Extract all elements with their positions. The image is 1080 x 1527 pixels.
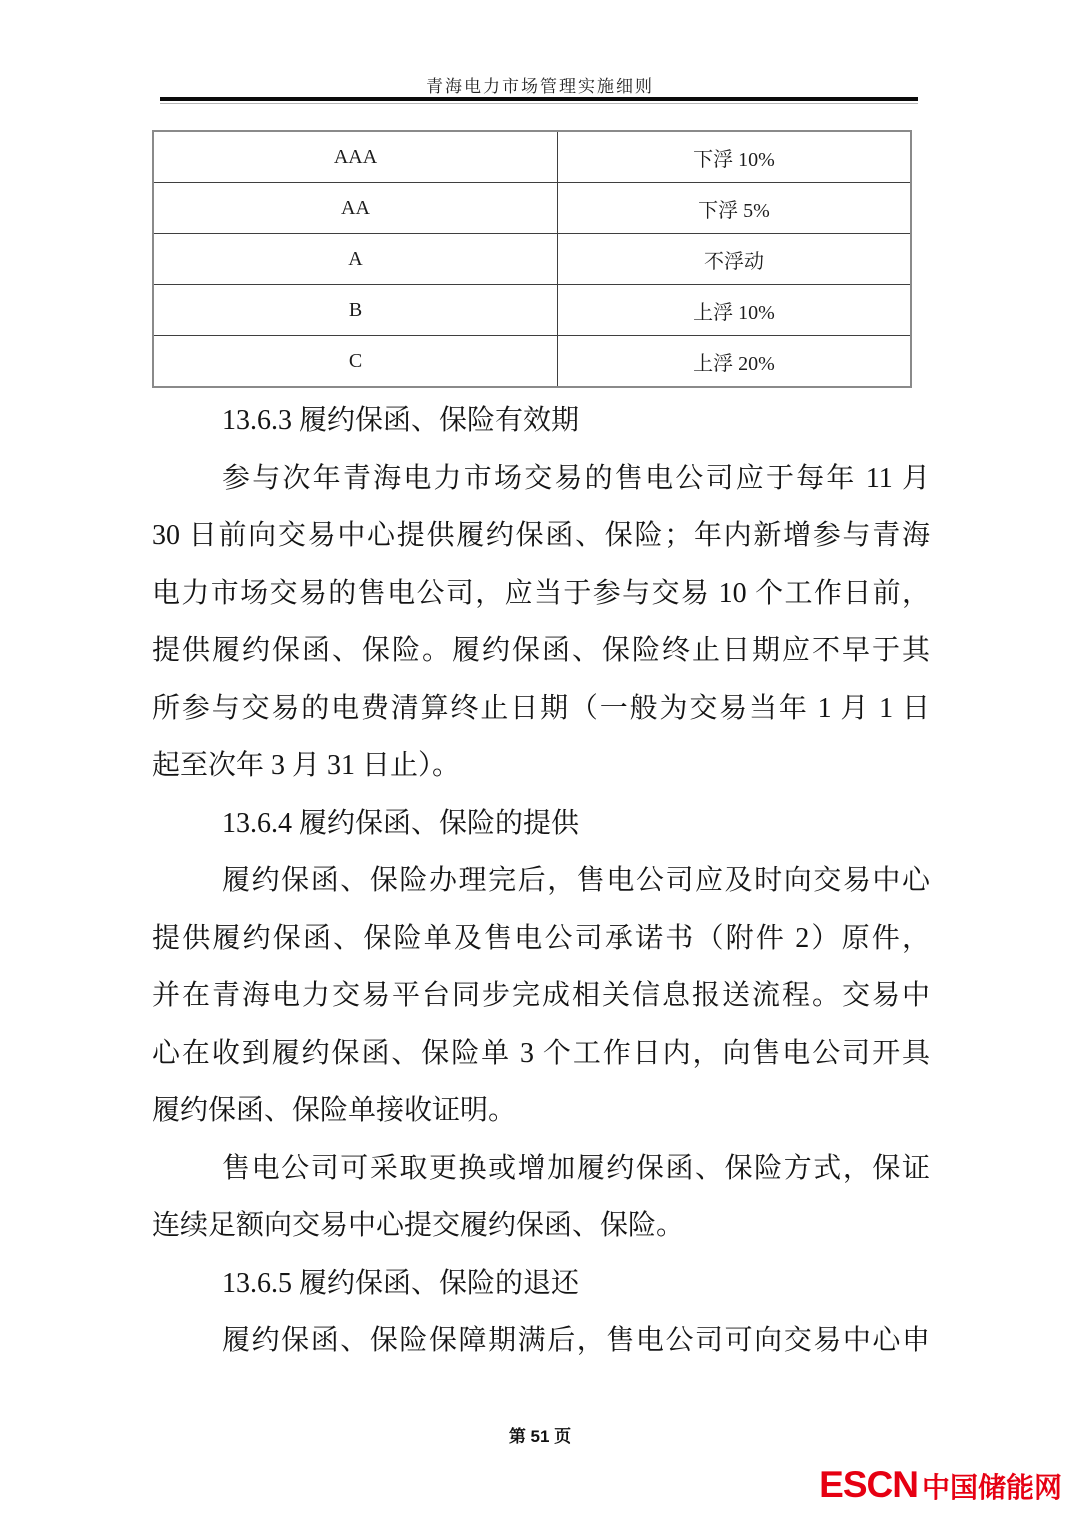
body-line: 提供履约保函、保险单及售电公司承诺书（附件 2）原件， <box>152 922 930 954</box>
body-line: 并在青海电力交易平台同步完成相关信息报送流程。交易中 <box>152 980 930 1011</box>
body-line: 心在收到履约保函、保险单 3 个工作日内，向售电公司开具 <box>152 1037 930 1069</box>
body-line: 所参与交易的电费清算终止日期（一般为交易当年 1 月 1 日 <box>152 692 930 724</box>
body-line: 履约保函、保险办理完后，售电公司应及时向交易中心 <box>222 865 930 896</box>
rating-cell: AA <box>153 183 558 234</box>
body-text <box>152 392 930 1370</box>
body-line: 履约保函、保险保障期满后，售电公司可向交易中心申 <box>222 1325 930 1356</box>
adjustment-cell: 下浮 10% <box>558 131 912 183</box>
rating-cell: A <box>153 234 558 285</box>
rating-cell: B <box>153 285 558 336</box>
credit-rating-table <box>152 130 912 388</box>
table-row <box>153 285 911 336</box>
page-number: 第 51 页 <box>508 1427 572 1446</box>
header-title: 青海电力市场管理实施细则 <box>426 77 654 96</box>
body-line: 连续足额向交易中心提交履约保函、保险。 <box>152 1210 685 1241</box>
body-line: 履约保函、保险单接收证明。 <box>152 1095 517 1126</box>
adjustment-cell: 上浮 10% <box>558 285 912 336</box>
table-row <box>153 183 911 234</box>
table-row <box>153 131 911 183</box>
adjustment-cell: 上浮 20% <box>558 336 912 388</box>
body-line: 电力市场交易的售电公司，应当于参与交易 10 个工作日前， <box>152 577 930 609</box>
adjustment-cell: 不浮动 <box>558 234 912 285</box>
header-rule <box>160 97 918 104</box>
body-line: 售电公司可采取更换或增加履约保函、保险方式，保证 <box>222 1152 930 1184</box>
section-heading-13-6-4: 13.6.4 履约保函、保险的提供 <box>222 807 580 839</box>
adjustment-cell: 下浮 5% <box>558 183 912 234</box>
rating-cell: AAA <box>153 131 558 183</box>
table-row <box>153 234 911 285</box>
body-line: 提供履约保函、保险。履约保函、保险终止日期应不早于其 <box>152 635 930 666</box>
escn-logo-text-cn: 中国储能网 <box>921 1472 1062 1503</box>
escn-logo <box>819 1464 1062 1506</box>
section-heading-13-6-3: 13.6.3 履约保函、保险有效期 <box>222 405 580 436</box>
table-row <box>153 336 911 388</box>
section-heading-13-6-5: 13.6.5 履约保函、保险的退还 <box>222 1267 580 1299</box>
body-line: 30 日前向交易中心提供履约保函、保险；年内新增参与青海 <box>152 520 930 551</box>
rating-cell: C <box>153 336 558 388</box>
body-line: 起至次年 3 月 31 日止）。 <box>152 750 461 781</box>
body-line: 参与次年青海电力市场交易的售电公司应于每年 11 月 <box>222 462 930 494</box>
escn-logo-text-en: ESCN <box>819 1464 918 1505</box>
